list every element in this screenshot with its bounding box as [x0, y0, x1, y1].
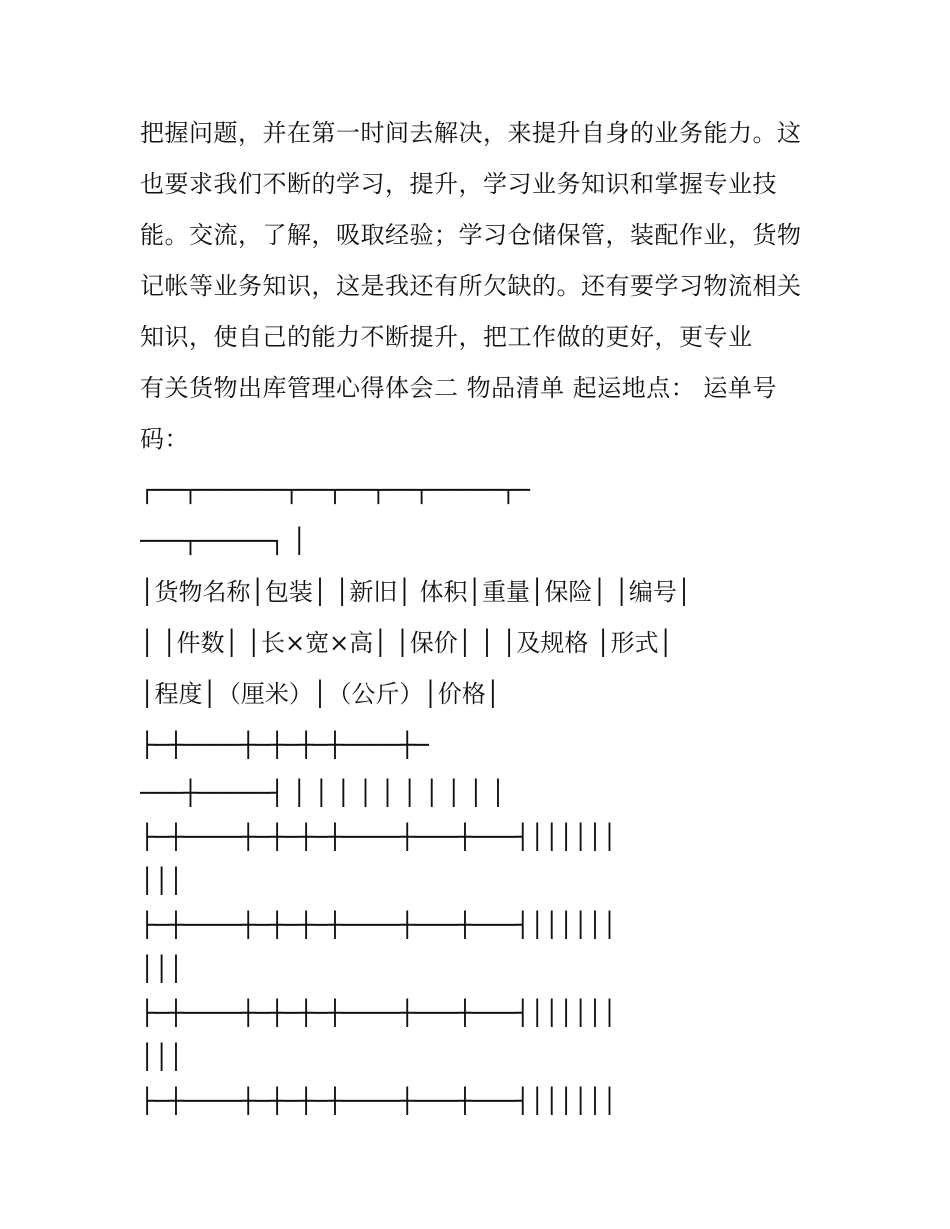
paragraph-line-5: 知识，使自己的能力不断提升，把工作做的更好，更专业 [140, 323, 753, 351]
paragraph-line-1: 把握问题，并在第一时间去解决，来提升自身的业务能力。这 [140, 119, 802, 147]
table-divider-5: ├─┼────┼─┼─┼─┼────┼───┼───┤││││││ [140, 1087, 617, 1115]
table-divider-1: ├─┼────┼─┼─┼─┼────┼─ [140, 731, 429, 759]
table-header-row-3: │程度│（厘米）│（公斤）│价格│ [140, 680, 501, 708]
section-title-line: 有关货物出库管理心得体会二 物品清单 起运地点： 运单号 [140, 374, 777, 402]
table-row-cells-2: │││ [140, 955, 184, 983]
table-divider-1-cont: ───┼─────┤ │ │ │ │ │ │ │ │ │ │ [140, 779, 506, 807]
paragraph-line-3: 能。交流，了解，吸取经验；学习仓储保管，装配作业，货物 [140, 221, 802, 249]
table-top-border-cont: ───┬─────┐ │ [140, 527, 307, 555]
table-header-row-1: │货物名称│包装│ │新旧│ 体积│重量│保险│ │编号│ [140, 578, 692, 606]
table-row-cells-1: │││ [140, 867, 184, 895]
table-top-border: ┌──┬──────┬──┬──┬──┬─────┬─ [140, 476, 531, 504]
table-header-row-2: │ │件数│ │长×宽×高│ │保价│ │ │及规格 │形式│ [140, 629, 673, 657]
document-body [140, 108, 820, 1123]
section-title-line-cont: 码： [140, 425, 189, 453]
table-divider-2: ├─┼────┼─┼─┼─┼────┼───┼───┤││││││ [140, 823, 617, 851]
table-row-cells-3: │││ [140, 1043, 184, 1071]
table-divider-4: ├─┼────┼─┼─┼─┼────┼───┼───┤││││││ [140, 999, 617, 1027]
paragraph-line-2: 也要求我们不断的学习，提升，学习业务知识和掌握专业技 [140, 170, 777, 198]
table-divider-3: ├─┼────┼─┼─┼─┼────┼───┼───┤││││││ [140, 911, 617, 939]
paragraph-line-4: 记帐等业务知识，这是我还有所欠缺的。还有要学习物流相关 [140, 272, 802, 300]
